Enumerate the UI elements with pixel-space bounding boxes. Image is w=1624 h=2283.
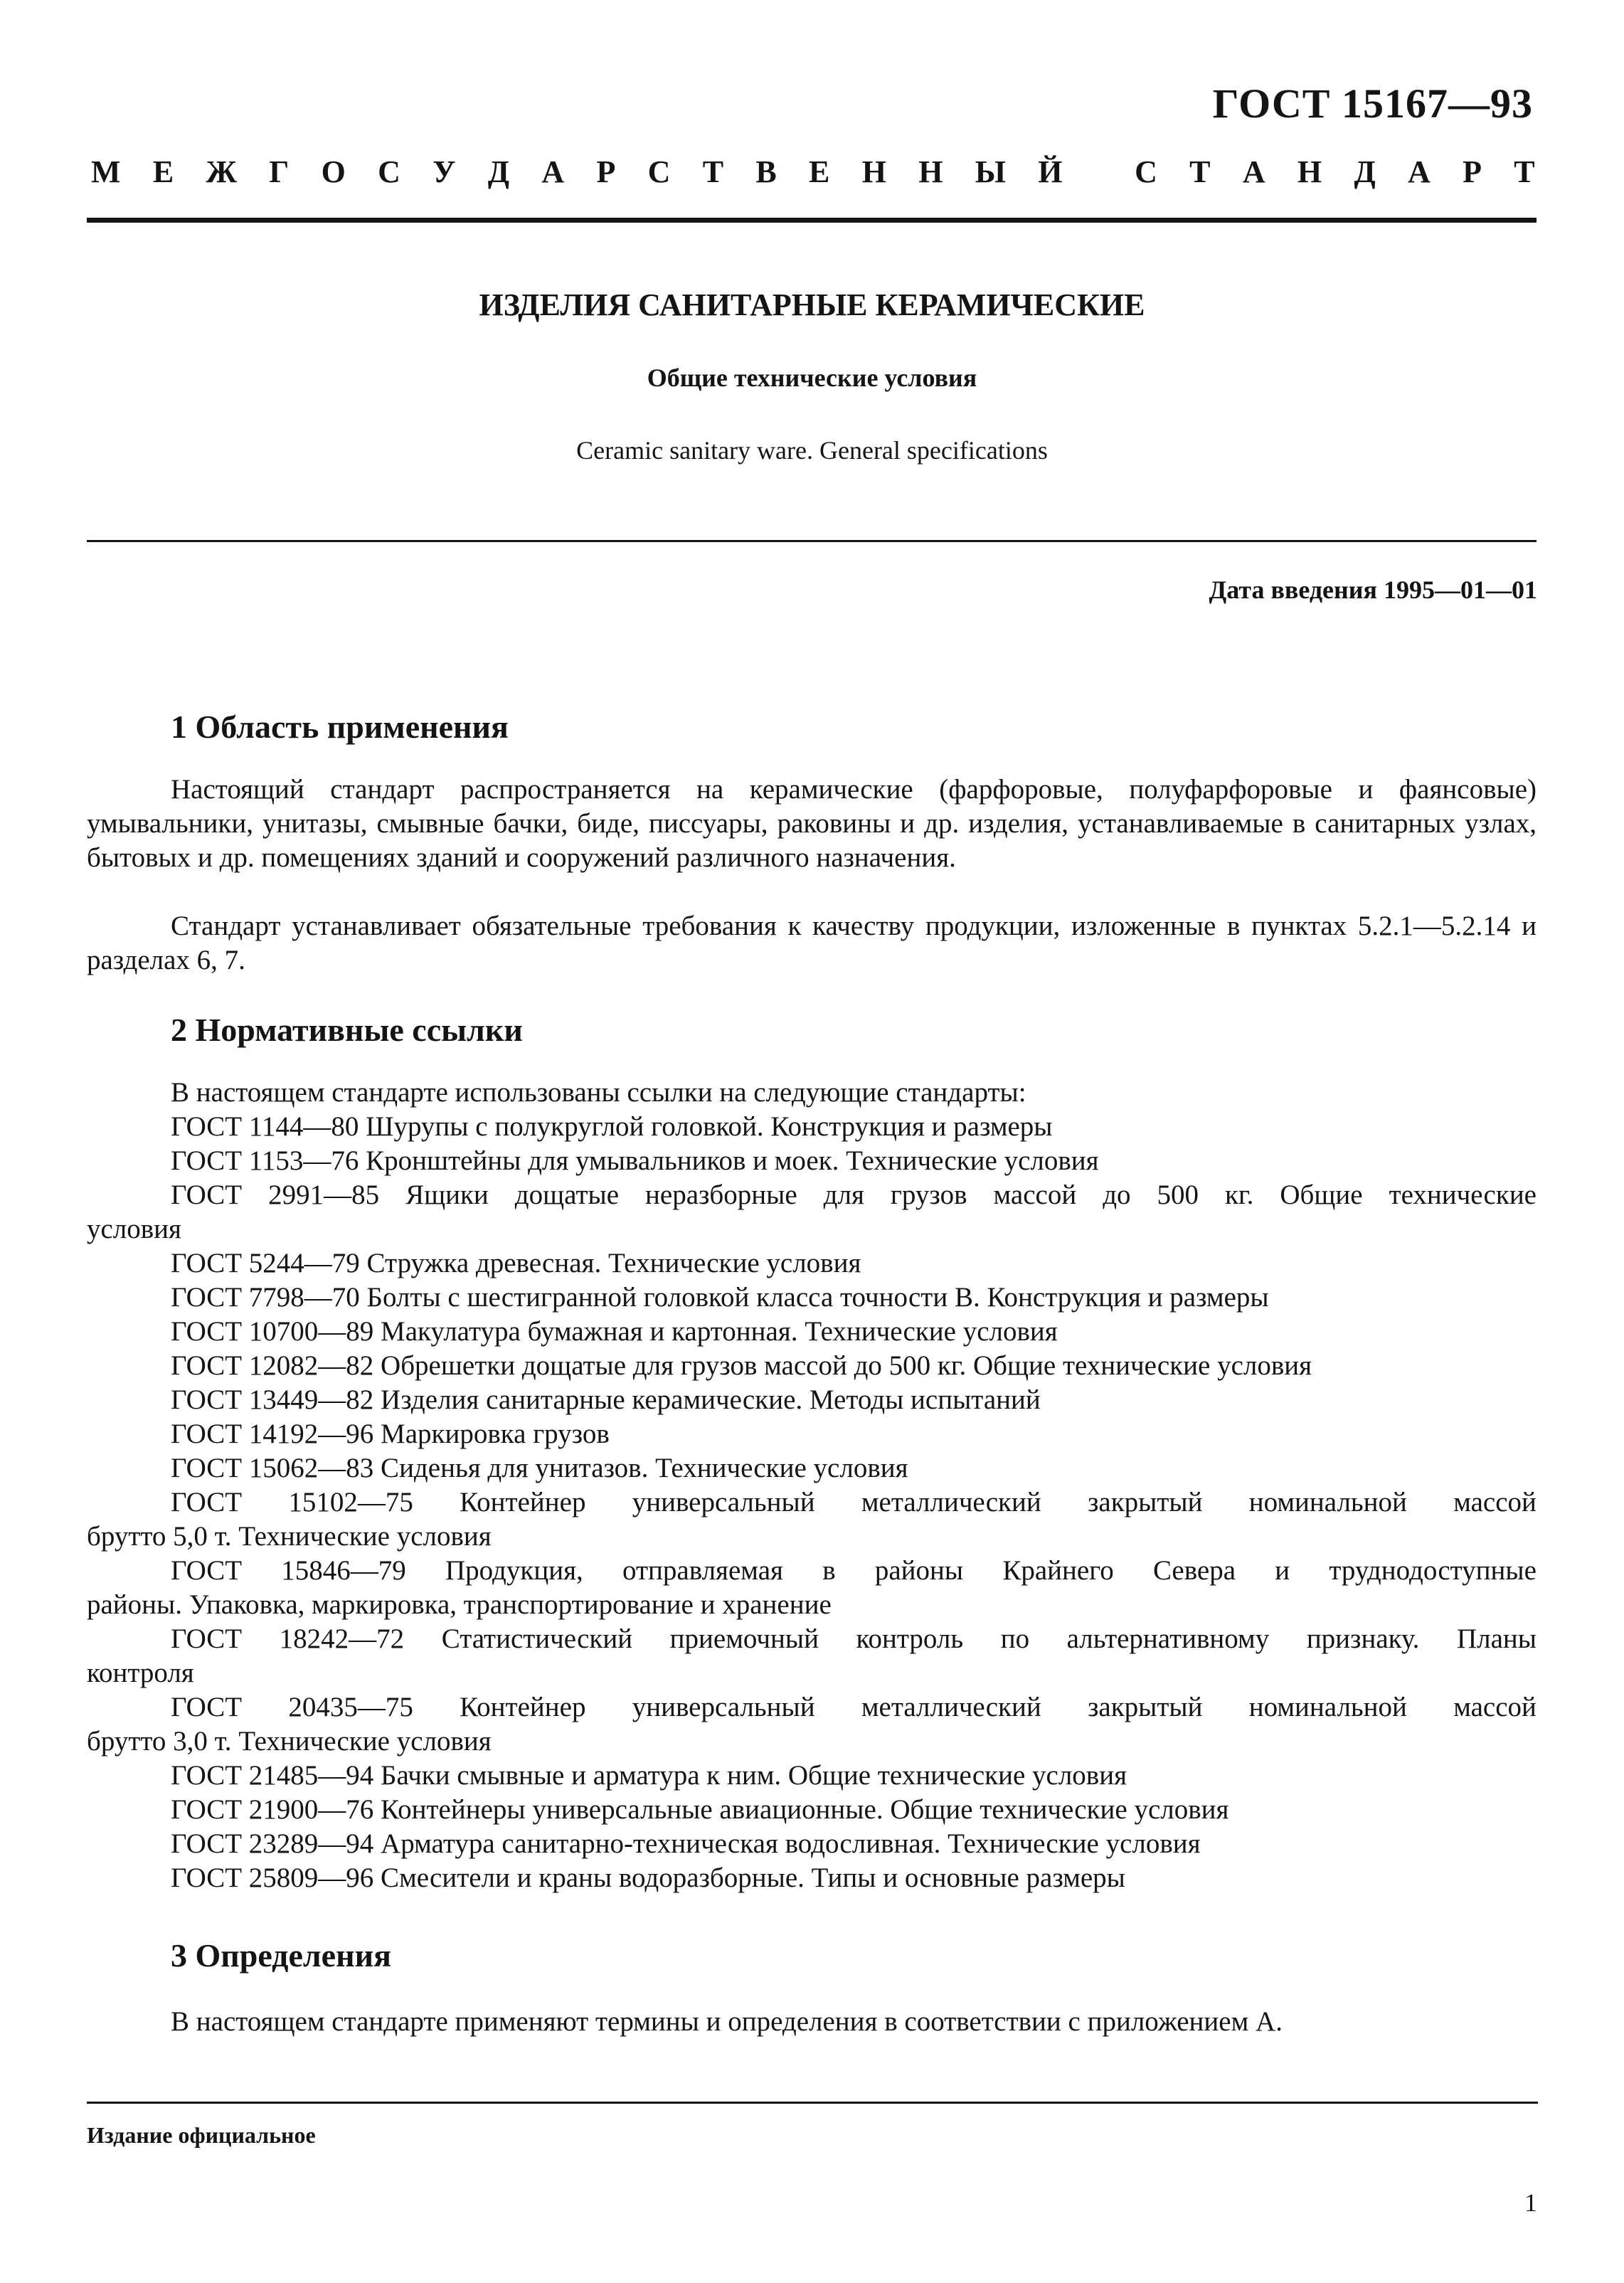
reference-word: номинальной (1248, 1692, 1407, 1722)
english-title: Ceramic sanitary ware. General specifications (576, 436, 1048, 465)
reference-word: приемочный (669, 1623, 819, 1654)
standard-type-letter: С (378, 154, 400, 189)
reference-word: 2991—85 (268, 1180, 380, 1210)
reference-word: металлический (861, 1487, 1041, 1517)
reference-line: ГОСТ 12082—82 Обрешетки дощатые для грузов массой до 500 кг. Общие технические условия (171, 1350, 1312, 1381)
reference-line: ГОСТ 10700—89 Макулатура бумажная и картонная. Технические условия (171, 1316, 1058, 1347)
reference-line (171, 1485, 1537, 1520)
document-title: ИЗДЕЛИЯ САНИТАРНЫЕ КЕРАМИЧЕСКИЕ (479, 287, 1145, 322)
reference-word: отправляемая (622, 1555, 783, 1586)
reference-word: Общие (1280, 1180, 1363, 1210)
standard-type-letter: Т (702, 154, 724, 189)
reference-line: ГОСТ 7798—70 Болты с шестигранной головкой класса точности В. Конструкция и размеры (171, 1282, 1269, 1313)
standard-type-letter: У (432, 154, 456, 189)
intro-date: Дата введения 1995—01—01 (1209, 576, 1537, 604)
reference-word: закрытый (1087, 1487, 1203, 1517)
reference-word: и (1275, 1555, 1290, 1586)
standard-type-letter: Т (1514, 154, 1535, 189)
section-1-paragraph-1: Настоящий стандарт распространяется на керамические (фарфоровые, полуфарфоровые и фаянсовые) умывальники, унитазы, смывные бачки, биде, писсуары, раковины и др. изделия, устанавливаемые в санитарных узлах, бытовых и др. помещениях зданий и сооружений различного назначения. (87, 774, 1537, 873)
reference-word: Ящики (405, 1180, 489, 1210)
reference-word: альтернативному (1066, 1623, 1270, 1654)
reference-word: Статистический (441, 1623, 633, 1654)
reference-line: ГОСТ 23289—94 Арматура санитарно-техническая водосливная. Технические условия (171, 1828, 1201, 1859)
reference-continuation: районы. Упаковка, маркировка, транспортирование и хранение (87, 1589, 832, 1620)
reference-continuation: условия (87, 1214, 181, 1244)
reference-word: 15846—79 (281, 1555, 406, 1586)
reference-word: номинальной (1248, 1487, 1407, 1517)
reference-word: 500 (1157, 1180, 1199, 1210)
references-intro: В настоящем стандарте использованы ссылки на следующие стандарты: (171, 1077, 1026, 1108)
standard-type-letter: Д (487, 154, 510, 189)
reference-word: Планы (1456, 1623, 1537, 1654)
title-rule (87, 540, 1537, 542)
reference-word: до (1103, 1180, 1131, 1210)
section-3-heading: 3 Определения (171, 1937, 391, 1974)
reference-word: 20435—75 (288, 1692, 413, 1722)
standard-type-letter (1095, 154, 1103, 190)
reference-line: ГОСТ 25809—96 Смесители и краны водоразборные. Типы и основные размеры (171, 1863, 1125, 1893)
reference-word: по (1000, 1623, 1030, 1654)
standard-type-letter: А (1408, 154, 1431, 189)
reference-word: грузов (890, 1180, 967, 1210)
standard-type-letter: Г (269, 154, 290, 189)
reference-line: ГОСТ 5244—79 Стружка древесная. Технические условия (171, 1248, 861, 1278)
reference-word: закрытый (1087, 1692, 1203, 1722)
reference-line: ГОСТ 15062—83 Сиденья для унитазов. Технические условия (171, 1453, 908, 1483)
reference-word: массой (1453, 1487, 1537, 1517)
reference-word: 15102—75 (288, 1487, 413, 1517)
reference-word: Продукция, (445, 1555, 583, 1586)
reference-continuation: контроля (87, 1658, 194, 1688)
reference-line: ГОСТ 1144—80 Шурупы с полукруглой головкой. Конструкция и размеры (171, 1111, 1053, 1142)
standard-type-letter: Н (1297, 154, 1322, 189)
reference-word: ГОСТ (171, 1180, 243, 1210)
reference-word: Контейнер (460, 1487, 586, 1517)
standard-type-letter: А (1242, 154, 1265, 189)
page-number: 1 (1524, 2188, 1537, 2217)
reference-word: технические (1389, 1180, 1537, 1210)
standard-type-letter: Н (918, 154, 943, 189)
reference-line: ГОСТ 21485—94 Бачки смывные и арматура к ним. Общие технические условия (171, 1760, 1127, 1791)
reference-word: универсальный (632, 1487, 815, 1517)
standard-type-letter: С (647, 154, 671, 189)
reference-word: труднодоступные (1329, 1555, 1537, 1586)
standard-type-letter: А (541, 154, 565, 189)
reference-word: районы (874, 1555, 964, 1586)
reference-word: массой (1453, 1692, 1537, 1722)
reference-word: массой (993, 1180, 1077, 1210)
reference-word: признаку. (1306, 1623, 1420, 1654)
reference-word: для (823, 1180, 864, 1210)
standard-type-letter: Н (861, 154, 886, 189)
section-1-paragraph-2: Стандарт устанавливает обязательные требования к качеству продукции, изложенные в пунктах 5.2.1—5.2.14 и разделах 6, 7. (87, 911, 1537, 975)
reference-word: неразборные (645, 1180, 797, 1210)
standard-type-letter: Ж (206, 154, 237, 189)
standard-type-letter: В (755, 154, 777, 189)
standard-type-letter: Е (809, 154, 830, 189)
reference-word: Крайнего (1002, 1555, 1114, 1586)
footer-rule (87, 2102, 1538, 2104)
reference-word: ГОСТ (171, 1623, 243, 1654)
reference-continuation: брутто 3,0 т. Технические условия (87, 1726, 492, 1757)
document-subtitle: Общие технические условия (647, 364, 977, 392)
standard-type-letter: Р (596, 154, 616, 189)
standard-type-letter: Е (152, 154, 174, 189)
reference-word: ГОСТ (171, 1692, 243, 1722)
section-2-heading: 2 Нормативные ссылки (171, 1012, 523, 1048)
standard-type-letter: Р (1463, 154, 1482, 189)
reference-line (171, 1554, 1537, 1588)
reference-line (171, 1622, 1537, 1656)
standard-type-letter: С (1135, 154, 1157, 189)
reference-word: Севера (1152, 1555, 1236, 1586)
header-rule (87, 218, 1537, 223)
reference-line: ГОСТ 1153—76 Кронштейны для умывальников и моек. Технические условия (171, 1145, 1099, 1176)
reference-line: ГОСТ 13449—82 Изделия санитарные керамические. Методы испытаний (171, 1384, 1041, 1415)
standard-type-letter: М (91, 154, 121, 189)
standard-type-banner (91, 154, 1535, 190)
reference-word: 18242—72 (279, 1623, 405, 1654)
reference-word: дощатые (514, 1180, 620, 1210)
reference-word: универсальный (632, 1692, 815, 1722)
reference-line (171, 1690, 1537, 1725)
reference-continuation: брутто 5,0 т. Технические условия (87, 1521, 492, 1552)
section-3-text: В настоящем стандарте применяют термины и определения в соответствии с приложением А. (171, 2006, 1283, 2037)
reference-line: ГОСТ 14192—96 Маркировка грузов (171, 1419, 610, 1449)
reference-line (171, 1178, 1537, 1212)
reference-word: в (822, 1555, 836, 1586)
standard-type-letter: Й (1038, 154, 1063, 189)
reference-line: ГОСТ 21900—76 Контейнеры универсальные авиационные. Общие технические условия (171, 1794, 1229, 1825)
official-edition-note: Издание официальное (87, 2122, 316, 2148)
reference-word: ГОСТ (171, 1555, 243, 1586)
standard-type-letter: О (321, 154, 346, 189)
reference-word: ГОСТ (171, 1487, 243, 1517)
standard-type-letter: Д (1354, 154, 1376, 189)
doc-code: ГОСТ 15167—93 (1212, 80, 1533, 127)
reference-word: металлический (861, 1692, 1041, 1722)
reference-word: кг. (1225, 1180, 1254, 1210)
standard-type-letter: Т (1189, 154, 1211, 189)
standard-type-letter: Ы (975, 154, 1006, 189)
section-1-heading: 1 Область применения (171, 709, 509, 745)
reference-word: Контейнер (460, 1692, 586, 1722)
reference-word: контроль (856, 1623, 964, 1654)
